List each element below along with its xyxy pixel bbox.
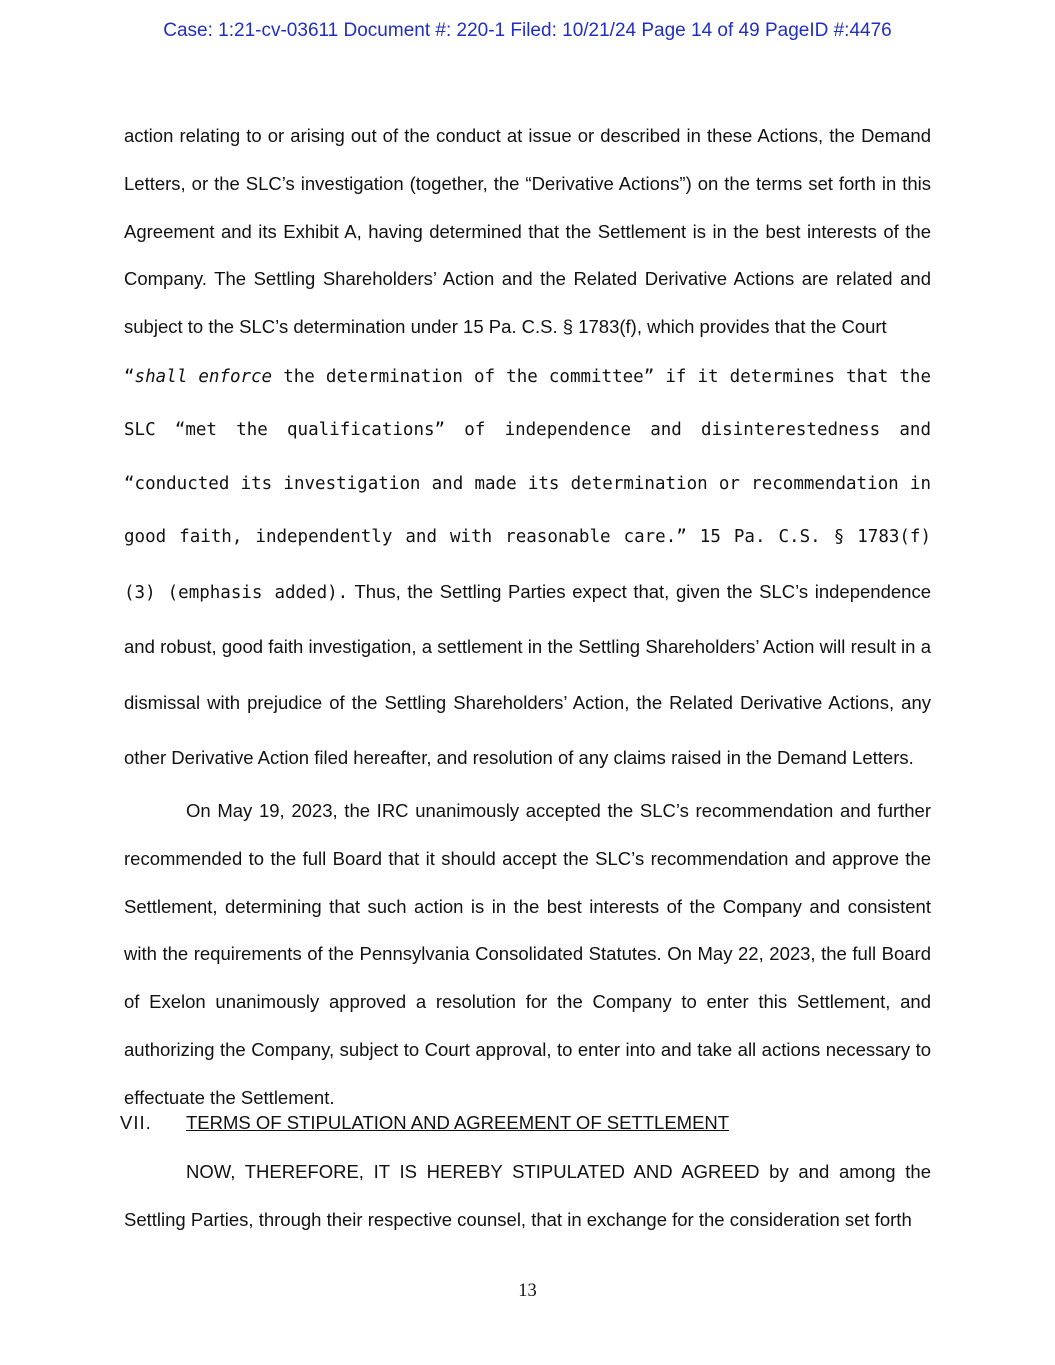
section-title: TERMS OF STIPULATION AND AGREEMENT OF SETTLEMENT — [186, 1112, 730, 1133]
statute-quote-block — [124, 351, 931, 787]
paragraph-irc-approval: On May 19, 2023, the IRC unanimously accepted the SLC’s recommendation and further recommended to the full Board that it should accept the SLC’s recommendation and approve the Settlement, determining that such action is in the best interests of the Company and consistent with the requirements of the Pennsylvania Consolidated Statutes. On May 22, 2023, the full Board of Exelon unanimously approved a resolution for the Company to enter this Settlement, and authorizing the Company, subject to Court approval, to enter into and take all actions necessary to effectuate the Settlement. — [124, 799, 931, 1108]
emphasized-phrase: shall enforce — [134, 366, 273, 387]
section-heading — [120, 1112, 931, 1134]
settling-parties-expectation: Thus, the Settling Parties expect that, given the SLC’s independence and robust, good faith investigation, a settlement in the Settling Shareholders’ Action will result in a dismissal with prejudice of the Settling Shareholders’ Action, the Related Derivative Actions, any other Derivative Action filed hereafter, and resolution of any claims raised in the Demand Letters. — [124, 580, 931, 769]
page-number: 13 — [518, 1281, 537, 1301]
section-number: VII. — [120, 1112, 152, 1133]
case-header: Case: 1:21-cv-03611 Document #: 220-1 Filed: 10/21/24 Page 14 of 49 PageID #:4476 — [163, 20, 892, 41]
paragraph-derivative-actions — [124, 112, 931, 351]
statute-quote-text: the determination of the committee” if it determines that the SLC “met the qualifications” of independence and disinterestedness and “conducted its investigation and made its determination or recommendation in good faith, independently and with reasonable care.” 15 Pa. C.S. § 1783(f)(3) (emphasis added). — [124, 366, 932, 603]
document-body — [124, 112, 931, 1122]
paragraph-derivative-actions-text: action relating to or arising out of the conduct at issue or described in these Actions, the Demand Letters, or the SLC’s investigation (together, the “Derivative Actions”) on the terms set forth in this Agreement and its Exhibit A, having determined that the Settlement is in the best interests of the Company. The Settling Shareholders’ Action and the Related Derivative Actions are related and subject to the SLC’s determination under 15 Pa. C.S. § 1783(f), which provides that the Court — [124, 125, 931, 338]
paragraph-stipulation: NOW, THEREFORE, IT IS HEREBY STIPULATED AND AGREED by and among the Settling Parties, through their respective counsel, that in exchange for the consideration set forth — [124, 1161, 931, 1230]
quote-open-mark: “ — [124, 366, 135, 387]
